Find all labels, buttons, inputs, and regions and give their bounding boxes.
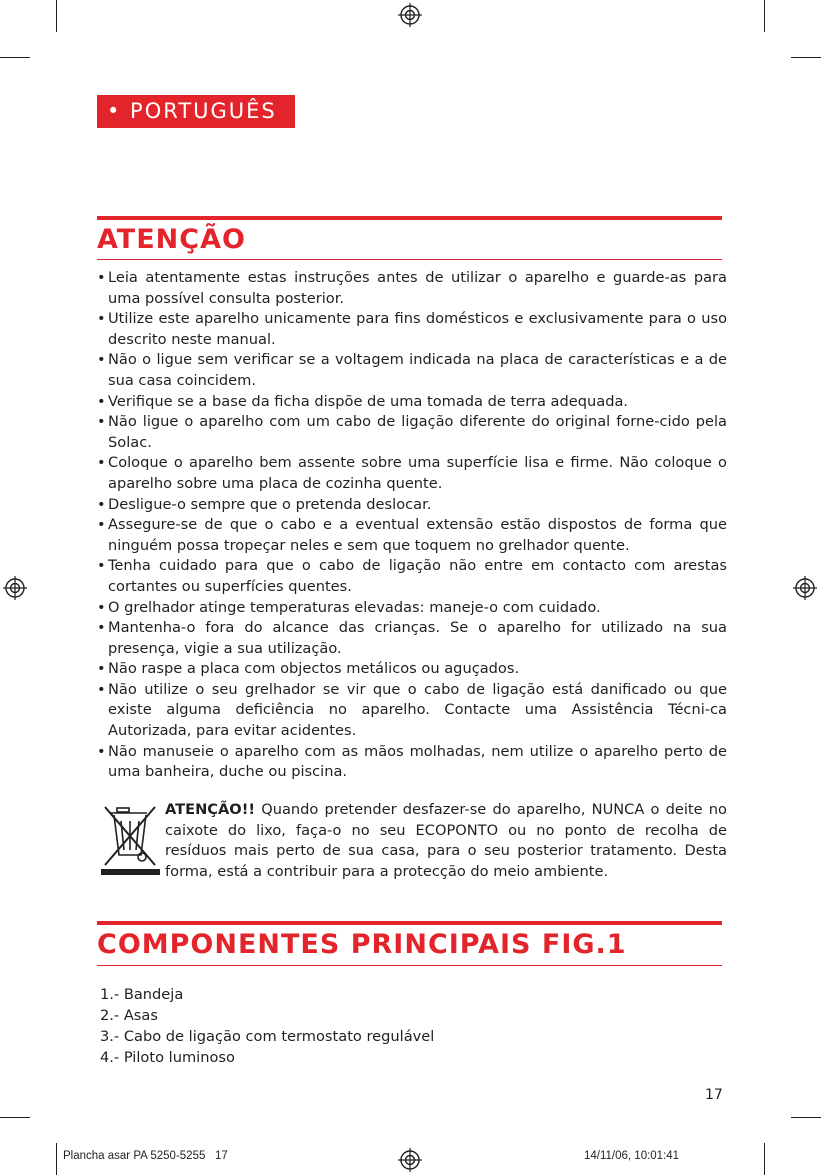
- component-item: 1.- Bandeja: [100, 986, 184, 1003]
- registration-mark-icon: [3, 576, 27, 600]
- crossed-out-bin-icon: [99, 803, 162, 876]
- warning-item: • Coloque o aparelho bem assente sobre uma superfície lisa e firme. Não coloque o aparelho sobre uma placa de cozinha quente.: [97, 453, 727, 494]
- disposal-notice-text: [165, 800, 727, 882]
- language-tag: • PORTUGUÊS: [97, 95, 295, 128]
- warning-item: • Tenha cuidado para que o cabo de ligação não entre em contacto com arestas cortantes ou superfícies quentes.: [97, 556, 727, 597]
- warning-item: • Utilize este aparelho unicamente para fins domésticos e exclusivamente para o uso descrito neste manual.: [97, 309, 727, 350]
- warning-list: [97, 268, 727, 783]
- disposal-notice-body: Quando pretender desfazer-se do aparelho, NUNCA o deite no caixote do lixo, faça-o no seu ECOPONTO ou no ponto de recolha de resíduos mais perto de sua casa, para o seu posterior tratamento. Desta forma, está a contribuir para a protecção do meio ambiente.: [165, 801, 727, 880]
- disposal-notice-lead: ATENÇÃO!!: [165, 801, 256, 818]
- component-item: 3.- Cabo de ligação com termostato regulável: [100, 1028, 435, 1045]
- warning-item: • Assegure-se de que o cabo e a eventual extensão estão dispostos de forma que ninguém possa tropeçar neles e sem que toquem no grelhador quente.: [97, 515, 727, 556]
- warning-item: • Não manuseie o aparelho com as mãos molhadas, nem utilize o aparelho perto de uma banheira, duche ou piscina.: [97, 742, 727, 783]
- warning-section-title: ATENÇÃO: [97, 224, 246, 255]
- section-rule: [97, 921, 722, 925]
- warning-item: • Não ligue o aparelho com um cabo de ligação diferente do original forne-cido pela Solac.: [97, 412, 727, 453]
- crop-mark: [0, 1117, 30, 1118]
- components-section-title: COMPONENTES PRINCIPAIS FIG.1: [97, 929, 627, 960]
- section-underline: [97, 965, 722, 966]
- crop-mark: [764, 0, 765, 32]
- warning-item: • Verifique se a base da ficha dispõe de uma tomada de terra adequada.: [97, 392, 727, 413]
- warning-item: • Mantenha-o fora do alcance das crianças. Se o aparelho for utilizado na sua presença, vigie a sua utilização.: [97, 618, 727, 659]
- warning-item: • O grelhador atinge temperaturas elevadas: maneje-o com cuidado.: [97, 598, 727, 619]
- disposal-notice: [99, 800, 727, 882]
- crop-mark: [764, 1143, 765, 1175]
- crop-mark: [56, 0, 57, 32]
- section-rule: [97, 216, 722, 220]
- registration-mark-icon: [398, 1148, 422, 1172]
- crop-mark: [0, 57, 30, 58]
- registration-mark-icon: [793, 576, 817, 600]
- page-number: 17: [705, 1087, 723, 1103]
- component-item: 4.- Piloto luminoso: [100, 1049, 235, 1066]
- components-list: [100, 984, 434, 1068]
- warning-item: • Desligue-o sempre que o pretenda deslocar.: [97, 495, 727, 516]
- warning-item: • Leia atentamente estas instruções antes de utilizar o aparelho e guarde-as para uma possível consulta posterior.: [97, 268, 727, 309]
- print-slug-timestamp: 14/11/06, 10:01:41: [584, 1150, 680, 1162]
- print-slug-file: Plancha asar PA 5250-5255 17: [63, 1150, 228, 1162]
- section-underline: [97, 259, 722, 260]
- component-item: 2.- Asas: [100, 1007, 158, 1024]
- crop-mark: [791, 1117, 821, 1118]
- warning-item: • Não utilize o seu grelhador se vir que o cabo de ligação está danificado ou que existe alguma deficiência no aparelho. Contacte uma Assistência Técni-ca Autorizada, para evitar acidentes.: [97, 680, 727, 742]
- registration-mark-icon: [398, 3, 422, 27]
- warning-item: • Não raspe a placa com objectos metálicos ou aguçados.: [97, 659, 727, 680]
- crop-mark: [791, 57, 821, 58]
- crop-mark: [56, 1143, 57, 1175]
- warning-item: • Não o ligue sem verificar se a voltagem indicada na placa de características e a de sua casa coincidem.: [97, 350, 727, 391]
